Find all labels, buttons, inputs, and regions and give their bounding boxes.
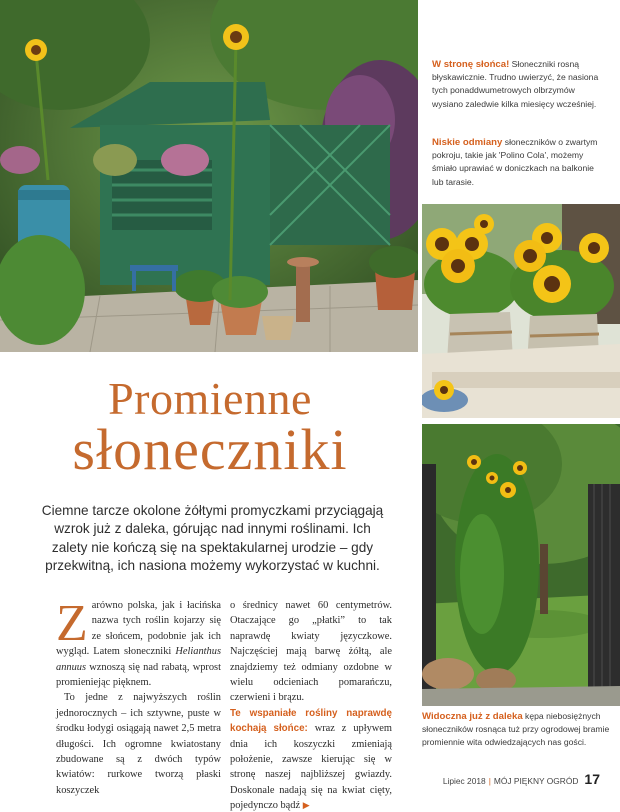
caption-text: kępa niebosiężnych słoneczników rosnąca tuż przy ogrodowej bramie promiennie wita odwiedzających nas gości. — [422, 711, 610, 748]
latin-name: Helianthus annuus — [56, 646, 221, 673]
page-number: 17 — [584, 771, 600, 787]
continue-arrow-icon: ▶ — [302, 800, 310, 811]
body-text: arówno polska, jak i łacińska nazwa tych roślin kojarzy się ze słońcem, podobnie jak ich wygląd. Latem słoneczniki — [56, 600, 221, 658]
caption-text: Słoneczniki rosną błyskawicznie. Trudno uwierzyć, że nasiona tych ponaddwumetrowych olbrzymów wysiano zaledwie kilka miesięcy wcześniej. — [432, 59, 599, 109]
caption-lead: W stronę słońca! — [432, 59, 510, 70]
inline-subhead: Te wspaniałe rośliny naprawdę kochają słońce: — [230, 707, 392, 735]
page-footer — [443, 771, 600, 787]
drop-cap: Z — [56, 595, 88, 652]
body-paragraph: o średnicy nawet 60 centymetrów. Otaczające go „płatki” to tak naprawdę kwiaty języczkowe. Najczęściej mają barwę żółtą, ale znajdziemy też odmiany ozdobne w wielu odcieniach pomarańczu, czerwieni i brązu. — [230, 600, 392, 704]
body-text: wznoszą się nad rabatą, wprost promieniejąc pięknem. — [56, 661, 221, 689]
issue-date: Lipiec 2018 — [442, 776, 486, 786]
article-title-line-1: Promienne — [108, 373, 312, 424]
potted-sunflowers-photo — [422, 204, 620, 418]
body-column-left — [56, 595, 221, 798]
article-title-line-2: słoneczniki — [72, 417, 348, 482]
caption-sun-direction — [432, 58, 604, 111]
body-text: wraz z upływem dnia ich koszyczki zmieniają położenie, zawsze kierując się w stronę naszej najbliższej gwiazdy. Doskonale nadają się na kwiat cięty, pojedynczo bądź — [230, 723, 392, 812]
caption-visible-from-afar — [422, 710, 618, 750]
caption-lead: Niskie odmiany — [432, 137, 503, 148]
footer-separator: | — [488, 776, 491, 786]
caption-text: słoneczników o zwartym pokroju, takie jak 'Polino Cola', możemy śmiało uprawiać w doniczkach na balkonie lub tarasie. — [432, 137, 598, 187]
caption-lead: Widoczna już z daleka — [422, 711, 523, 722]
body-paragraph: To jedne z najwyższych roślin jednorocznych – ich sztywne, puste w środku łodygi osiągają nawet 2,5 metra długości. Ich ogromne kwiatostany zbudowane są z dwóch typów kwiatów: rurkowe tworzą płaski koszyczek — [56, 692, 221, 796]
article-lead: Ciemne tarcze okolone żółtymi promyczkami przyciągają wzrok już z daleka, górując nad innymi roślinami. Ich zalety nie kończą się na spektakularnej urodzie – gdy przekwitną, ich nasiona możemy wykorzystać w kuchni. — [41, 503, 384, 574]
caption-low-varieties — [432, 136, 604, 189]
gate-sunflowers-photo — [422, 424, 620, 706]
magazine-name: MÓJ PIĘKNY OGRÓD — [493, 776, 579, 786]
body-column-right — [230, 598, 392, 812]
garden-pergola-photo — [0, 0, 418, 352]
